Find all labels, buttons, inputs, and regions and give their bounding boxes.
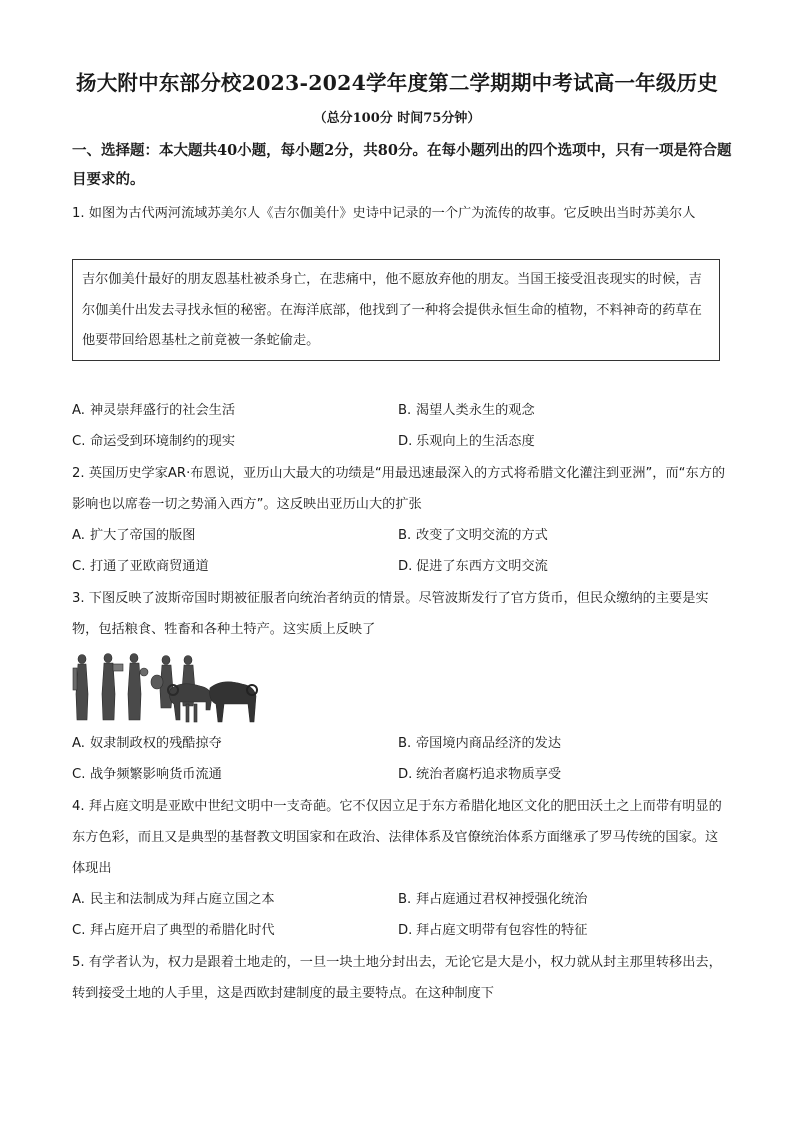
option-text: 拜占庭通过君权神授强化统治	[416, 892, 588, 907]
option-letter: C.	[72, 923, 86, 938]
option-letter: B.	[398, 736, 412, 751]
question-3-stem: 3. 下图反映了波斯帝国时期被征服者向统治者纳贡的情景。尽管波斯发行了官方货币，但民众缴纳的主要是实物，包括粮食、牲畜和各种土特产。这实质上反映了	[72, 591, 709, 637]
option-letter: B.	[398, 403, 412, 418]
question-3-option-d	[398, 765, 561, 785]
option-letter: D.	[398, 559, 413, 574]
page-title: 扬大附中东部分校2023-2024学年度第二学期期中考试高一年级历史	[76, 71, 718, 95]
option-letter: C.	[72, 559, 86, 574]
question-1-option-d	[398, 432, 535, 452]
question-1-stem: 1. 如图为古代两河流域苏美尔人《吉尔伽美什》史诗中记录的一个广为流传的故事。它反映出当时苏美尔人	[72, 206, 696, 221]
question-2-option-d	[398, 557, 548, 577]
question-1-option-c	[72, 432, 235, 452]
option-text: 帝国境内商品经济的发达	[416, 736, 562, 751]
option-text: 统治者腐朽追求物质享受	[416, 767, 562, 782]
option-letter: B.	[398, 528, 412, 543]
ram-figure	[168, 684, 212, 720]
option-text: 拜占庭开启了典型的希腊化时代	[90, 923, 275, 938]
option-text: 渴望人类永生的观念	[416, 403, 535, 418]
option-letter: C.	[72, 434, 86, 449]
option-text: 乐观向上的生活态度	[416, 434, 535, 449]
question-1-quote-box: 吉尔伽美什最好的朋友恩基杜被杀身亡，在悲痛中，他不愿放弃他的朋友。当国王接受沮丧现实的时候，吉尔伽美什出发去寻找永恒的秘密。在海洋底部，他找到了一种将会提供永恒生命的植物，不料神奇的药草在他要带回给恩基杜之前竟被一条蛇偷走。	[72, 259, 720, 361]
option-letter: D.	[398, 434, 413, 449]
option-letter: A.	[72, 528, 85, 543]
question-4-option-c	[72, 921, 275, 941]
section-heading: 一、选择题：本大题共40小题，每小题2分，共80分。在每小题列出的四个选项中，只有一项是符合题目要求的。	[72, 142, 732, 188]
question-4-stem: 4. 拜占庭文明是亚欧中世纪文明中一支奇葩。它不仅因立足于东方希腊化地区文化的肥田沃土之上而带有明显的东方色彩，而且又是典型的基督教文明国家和在政治、法律体系及官僚统治体系方面继承了罗马传统的国家。这体现出	[72, 799, 722, 876]
tribute-relief-image	[70, 650, 260, 724]
option-letter: A.	[72, 736, 85, 751]
option-letter: D.	[398, 923, 413, 938]
option-text: 奴隶制政权的残酷掠夺	[90, 736, 222, 751]
exam-info: （总分100分 时间75分钟）	[313, 111, 481, 126]
option-letter: A.	[72, 403, 85, 418]
ram-figure	[210, 682, 257, 722]
tribute-bearer-figure	[102, 654, 123, 721]
question-2-option-c	[72, 557, 209, 577]
question-1-option-b	[398, 401, 535, 421]
question-5-stem: 5. 有学者认为，权力是跟着土地走的，一旦一块土地分封出去，无论它是大是小，权力就从封主那里转移出去，转到接受土地的人手里，这是西欧封建制度的最主要特点。在这种制度下	[72, 955, 722, 1001]
option-letter: A.	[72, 892, 85, 907]
option-text: 扩大了帝国的版图	[90, 528, 196, 543]
question-3-option-c	[72, 765, 222, 785]
question-4-option-d	[398, 921, 587, 941]
tribute-bearer-figure	[73, 655, 88, 721]
option-text: 战争频繁影响货币流通	[90, 767, 222, 782]
option-text: 促进了东西方文明交流	[416, 559, 548, 574]
question-1-option-a	[72, 401, 235, 421]
question-2-stem: 2. 英国历史学家AR·布恩说，亚历山大最大的功绩是“用最迅速最深入的方式将希腊文化灌注到亚洲”，而“东方的影响也以席卷一切之势涌入西方”。这反映出亚历山大的扩张	[72, 466, 726, 512]
option-text: 神灵崇拜盛行的社会生活	[90, 403, 236, 418]
option-text: 命运受到环境制约的现实	[90, 434, 236, 449]
option-text: 改变了文明交流的方式	[416, 528, 548, 543]
option-letter: C.	[72, 767, 86, 782]
option-letter: D.	[398, 767, 413, 782]
tribute-bearer-figure	[128, 654, 148, 721]
question-3-option-a	[72, 734, 222, 754]
option-text: 打通了亚欧商贸通道	[90, 559, 209, 574]
tribute-bearer-figure	[151, 656, 173, 709]
option-text: 民主和法制成为拜占庭立国之本	[90, 892, 275, 907]
option-text: 拜占庭文明带有包容性的特征	[416, 923, 588, 938]
question-4-option-a	[72, 890, 275, 910]
question-2-option-a	[72, 526, 196, 546]
question-4-option-b	[398, 890, 587, 910]
question-2-option-b	[398, 526, 548, 546]
option-letter: B.	[398, 892, 412, 907]
question-3-option-b	[398, 734, 561, 754]
